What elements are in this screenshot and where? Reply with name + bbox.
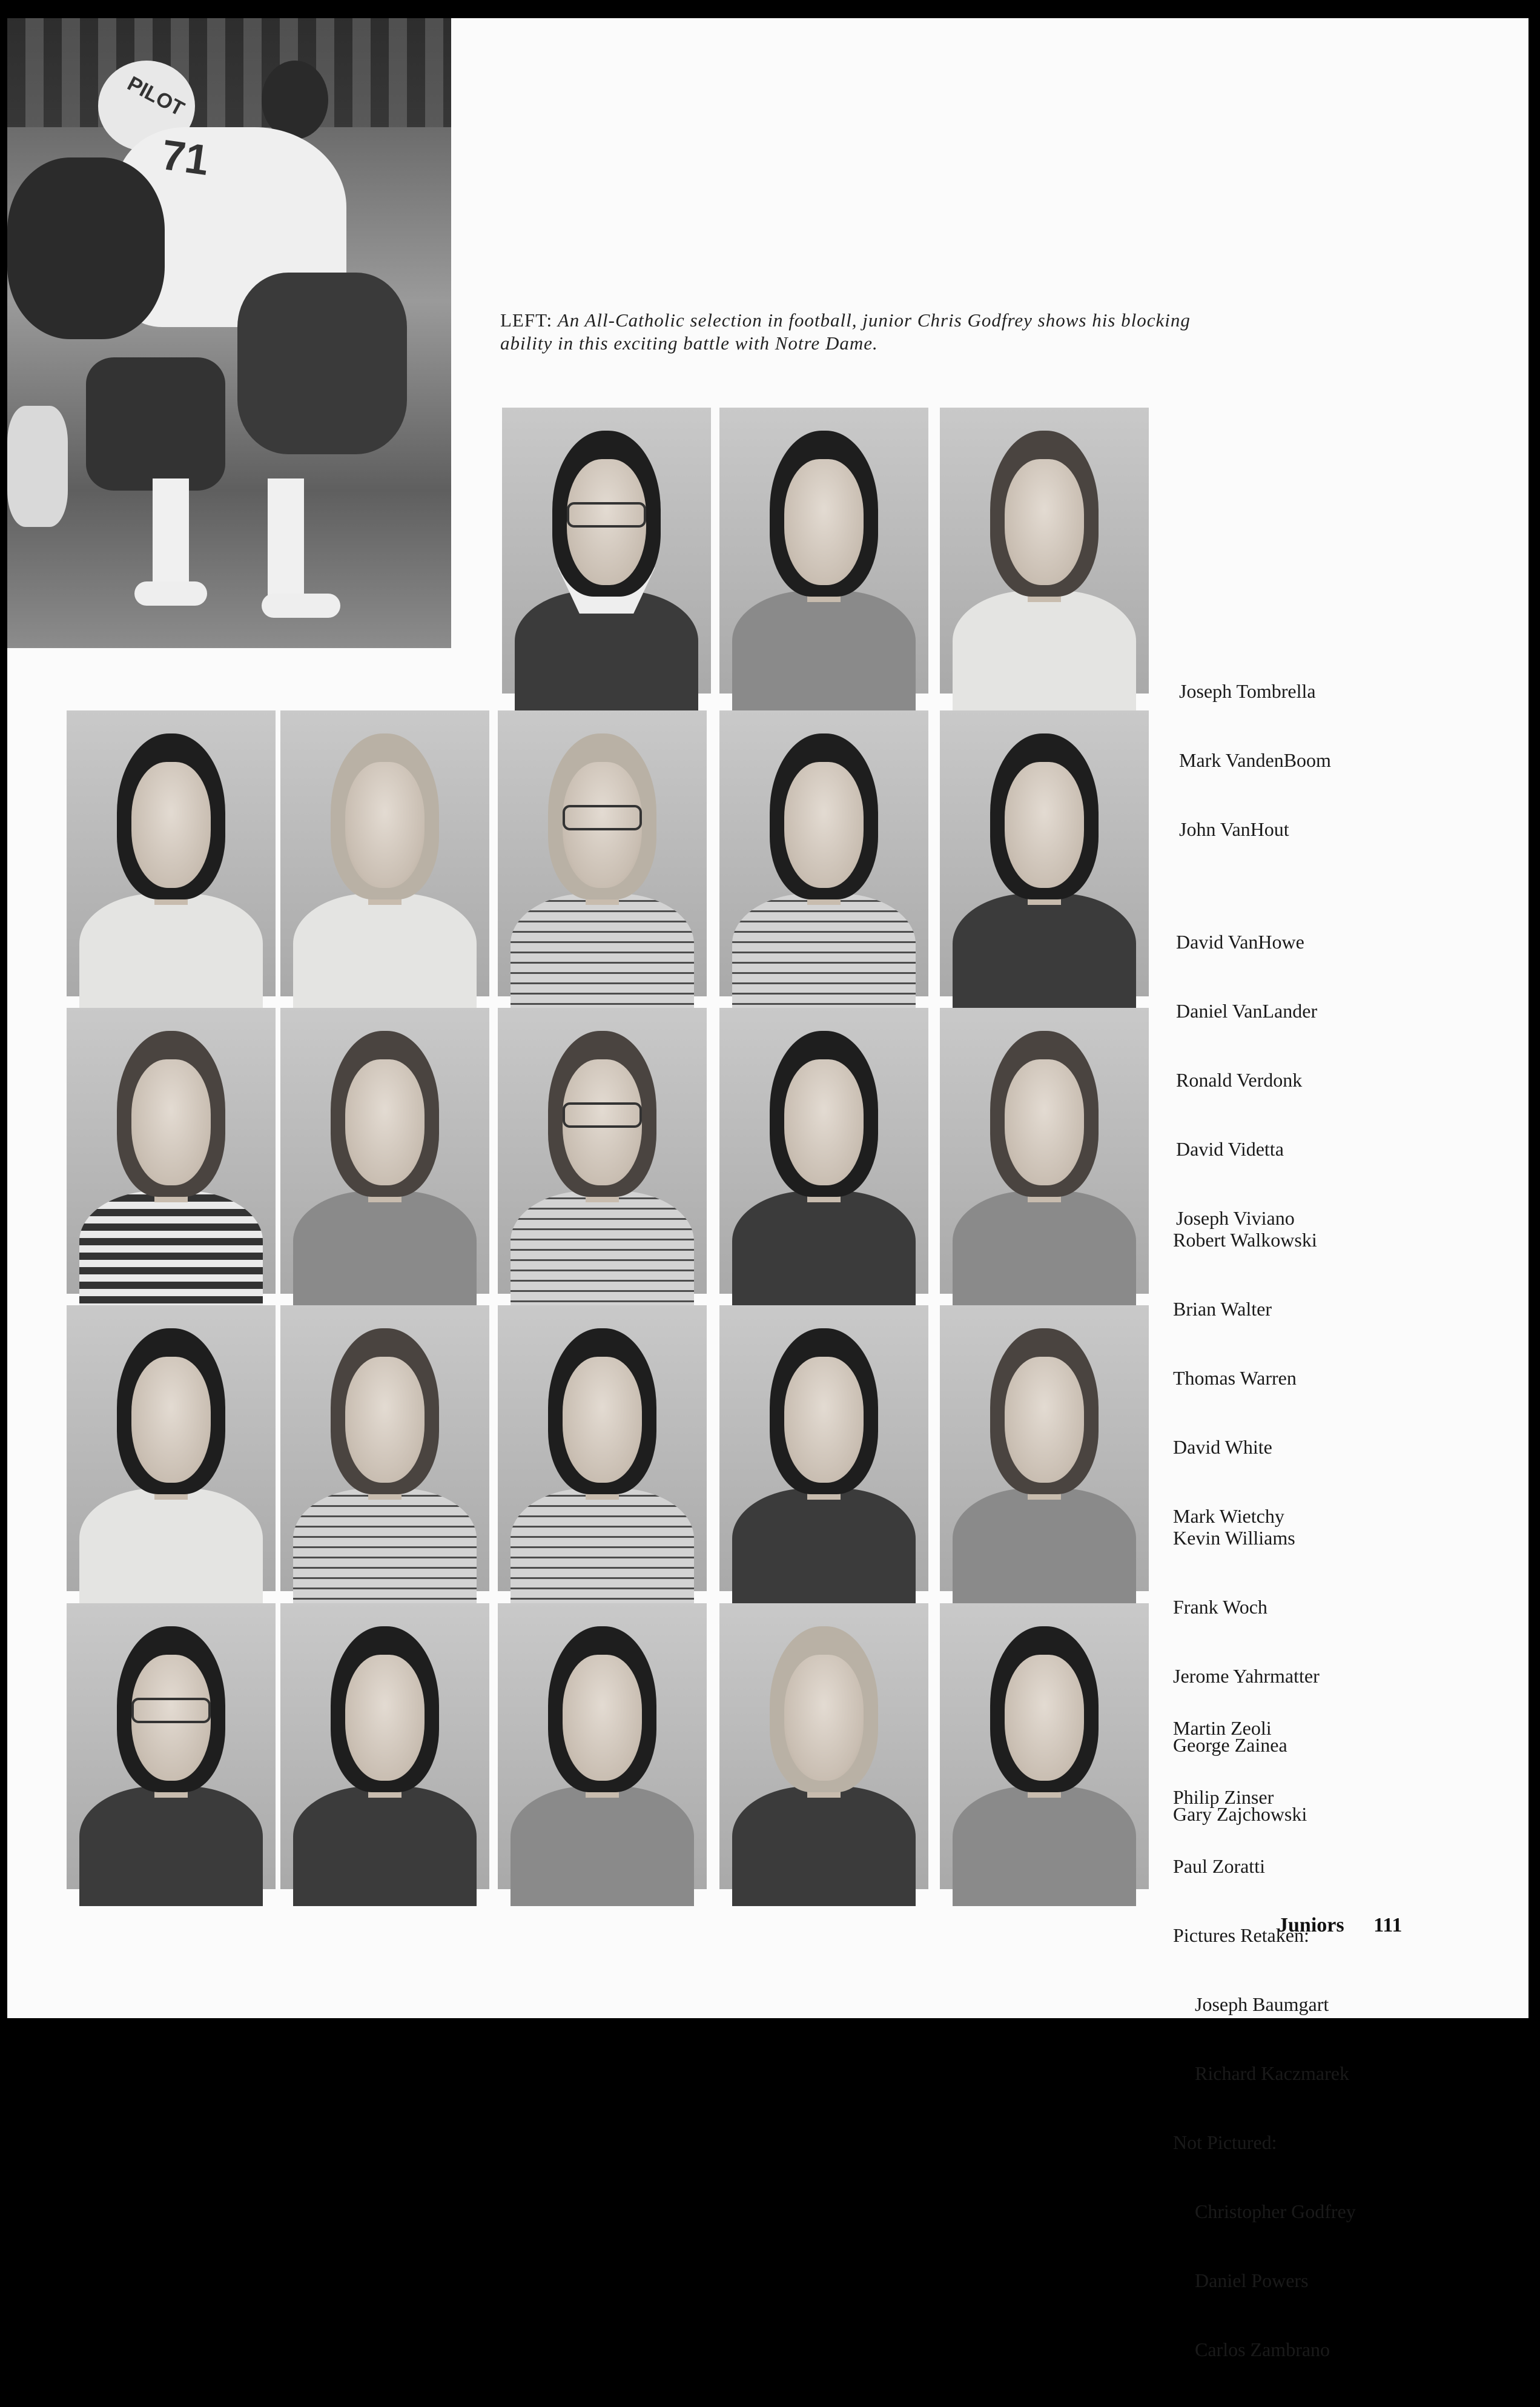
portrait	[719, 710, 928, 996]
portrait	[67, 1603, 276, 1889]
portrait	[280, 1603, 489, 1889]
portrait	[719, 408, 928, 694]
portrait	[940, 1603, 1149, 1889]
portrait	[502, 408, 711, 694]
student-name: Philip Zinser	[1173, 1786, 1274, 1808]
student-name: George Zainea	[1173, 1734, 1287, 1756]
student-name: David White	[1173, 1436, 1272, 1458]
student-name: Daniel VanLander	[1176, 1000, 1318, 1022]
portrait	[719, 1008, 928, 1294]
yearbook-page	[7, 18, 1528, 2360]
student-name: David Videtta	[1176, 1138, 1284, 1160]
portrait	[940, 1008, 1149, 1294]
portrait	[280, 1008, 489, 1294]
student-name: Frank Woch	[1173, 1596, 1267, 1618]
caption-lead: LEFT:	[500, 310, 553, 331]
student-name: Robert Walkowski	[1173, 1229, 1317, 1251]
student-name: David VanHowe	[1176, 931, 1304, 953]
student-name: Carlos Zambrano	[1195, 2339, 1330, 2360]
portrait	[719, 1603, 928, 1889]
student-name: Daniel Powers	[1195, 2270, 1309, 2291]
football-action-photo	[7, 18, 451, 648]
name-list-row-5	[1173, 1670, 1356, 2407]
student-name: Christopher Godfrey	[1195, 2200, 1356, 2222]
page-footer	[1278, 1914, 1402, 1937]
portrait	[940, 408, 1149, 694]
portrait	[67, 1008, 276, 1294]
student-name: Thomas Warren	[1173, 1367, 1297, 1389]
not-pictured-label: Not Pictured:	[1173, 2131, 1277, 2153]
student-name: Jerome Yahrmatter	[1173, 1665, 1320, 1687]
portrait	[280, 1305, 489, 1591]
portrait	[940, 710, 1149, 996]
jersey-number: 71	[158, 130, 212, 185]
retaken-label: Pictures Retaken:	[1173, 1924, 1309, 1946]
student-name: Paul Zoratti	[1173, 1855, 1265, 1877]
jersey-text: PILOT	[124, 71, 188, 121]
photo-caption	[500, 309, 1227, 355]
student-name: John VanHout	[1179, 818, 1289, 840]
portrait	[67, 1305, 276, 1591]
portrait	[498, 710, 707, 996]
student-name: Ronald Verdonk	[1176, 1069, 1303, 1091]
student-name: Gary Zajchowski	[1173, 1803, 1307, 1825]
student-name: Kevin Williams	[1173, 1527, 1295, 1549]
caption-text: An All-Catholic selection in football, junior Chris Godfrey shows his blocking ability in this exciting battle with Notre Dame.	[500, 310, 1191, 354]
student-name: Joseph Tombrella	[1179, 680, 1316, 702]
portrait	[498, 1603, 707, 1889]
student-name: Martin Zeoli	[1173, 1717, 1272, 1739]
page-number: 111	[1373, 1914, 1403, 1936]
student-name: Joseph Baumgart	[1195, 1993, 1329, 2015]
portrait	[719, 1305, 928, 1591]
student-name: Mark Wietchy	[1173, 1505, 1284, 1527]
portrait	[498, 1008, 707, 1294]
section-title: Juniors	[1278, 1914, 1344, 1936]
student-name: Mark VandenBoom	[1179, 749, 1331, 771]
name-list-row-1	[1179, 634, 1331, 887]
student-name: Joseph Viviano	[1176, 1207, 1295, 1229]
student-name: Richard Kaczmarek	[1195, 2062, 1349, 2084]
student-name: Brian Walter	[1173, 1298, 1272, 1320]
portrait	[280, 710, 489, 996]
portrait	[67, 710, 276, 996]
portrait	[940, 1305, 1149, 1591]
portrait	[498, 1305, 707, 1591]
